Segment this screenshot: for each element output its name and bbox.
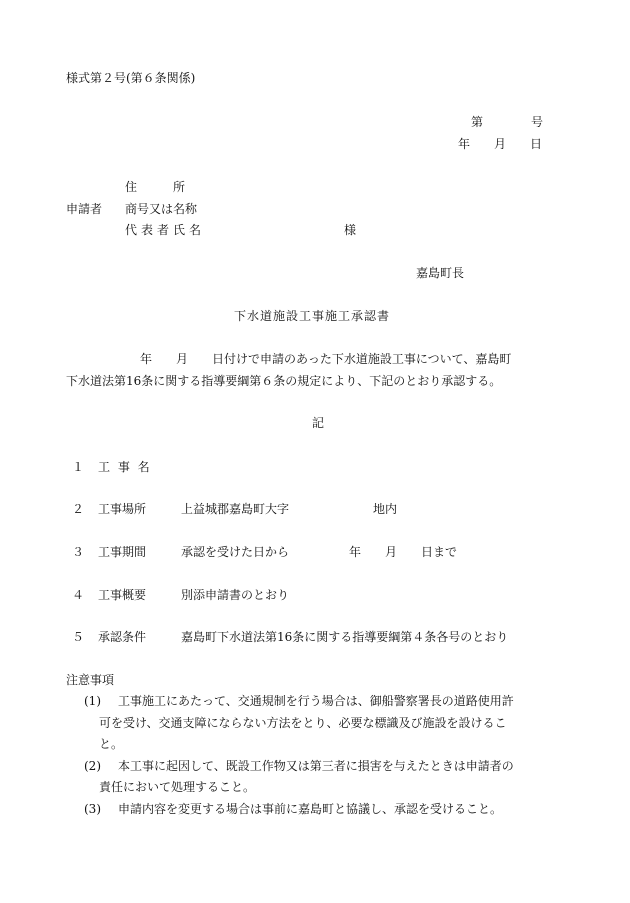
item-2-label: 工事場所 [98, 502, 147, 516]
honorific-sama: 様 [344, 223, 357, 237]
note-1-line-3: と。 [99, 737, 124, 751]
notes-heading: 注意事項 [66, 673, 115, 687]
item-3-number: ３ [72, 545, 85, 559]
applicant-label: 申請者 [66, 202, 103, 216]
item-5-number: ５ [72, 630, 85, 644]
item-4-value: 別添申請書のとおり [181, 588, 290, 602]
item-2-number: ２ [72, 502, 85, 516]
document-number: 第 号 [471, 115, 544, 129]
note-1-line-1: 工事施工にあたって、交通規制を行う場合は、御船警察署長の道路使用許 [118, 694, 514, 708]
note-2-line-2: 責任において処理すること。 [99, 780, 256, 794]
item-5-value: 嘉島町下水道法第16条に関する指導要綱第４条各号のとおり [181, 630, 509, 644]
note-1-line-2: 可を受け、交通支障にならない方法をとり、必要な標識及び施設を設けるこ [99, 716, 507, 730]
ki-heading: 記 [312, 416, 325, 430]
company-name-label: 商号又は名称 [125, 202, 198, 216]
representative-label: 代表者氏名 [125, 223, 206, 237]
note-3-line-1: 申請内容を変更する場合は事前に嘉島町と協議し、承認を受けること。 [118, 802, 503, 816]
note-2-line-1: 本工事に起因して、既設工作物又は第三者に損害を与えたときは申請者の [118, 759, 514, 773]
item-4-number: ４ [72, 588, 85, 602]
item-4-label: 工事概要 [98, 588, 147, 602]
form-number: 様式第２号(第６条関係) [66, 71, 196, 85]
address-label: 住 所 [125, 180, 186, 194]
issue-date: 年 月 日 [458, 137, 543, 151]
note-2-number: (2) [84, 759, 101, 773]
note-1-number: (1) [84, 694, 101, 708]
item-1-number: １ [72, 460, 85, 474]
item-3-value: 承認を受けた日から 年 月 日まで [181, 545, 458, 559]
body-line-2: 下水道法第16条に関する指導要綱第６条の規定により、下記のとおり承認する。 [66, 374, 502, 388]
document-title: 下水道施設工事施工承認書 [234, 309, 391, 323]
item-1-label: 工 事 名 [98, 460, 152, 474]
item-5-label: 承認条件 [98, 630, 147, 644]
item-2-value: 上益城郡嘉島町大字 地内 [181, 502, 398, 516]
item-3-label: 工事期間 [98, 545, 147, 559]
issuer-name: 嘉島町長 [416, 266, 465, 280]
note-3-number: (3) [84, 802, 101, 816]
body-line-1: 年 月 日付けで申請のあった下水道施設工事について、嘉島町 [140, 352, 512, 366]
